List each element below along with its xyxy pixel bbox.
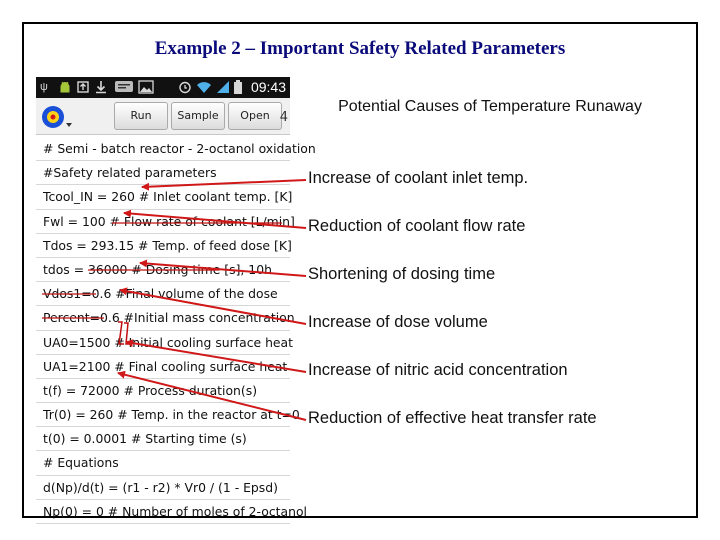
code-line[interactable]: t(f) = 72000 # Process duration(s) bbox=[36, 379, 290, 403]
code-line[interactable]: Tr(0) = 260 # Temp. in the reactor at t=0 bbox=[36, 403, 290, 427]
notification-icon bbox=[114, 80, 134, 94]
run-button[interactable]: Run bbox=[114, 102, 168, 130]
cause-dosing-time: Shortening of dosing time bbox=[308, 265, 496, 283]
usb-icon: ψ bbox=[40, 81, 48, 93]
code-line[interactable]: d(Np)/d(t) = (r1 - r2) * Vr0 / (1 - Epsd) bbox=[36, 476, 290, 500]
phone-screenshot bbox=[36, 77, 316, 519]
alarm-icon bbox=[178, 80, 192, 94]
code-line[interactable]: Tcool_IN = 260 # Inlet coolant temp. [K] bbox=[36, 185, 290, 209]
code-line[interactable]: UA1=2100 # Final cooling surface heat bbox=[36, 355, 290, 379]
sample-button[interactable]: Sample bbox=[171, 102, 225, 130]
signal-icon bbox=[216, 80, 230, 94]
code-line[interactable]: Fwl = 100 # Flow rate of coolant [L/min] bbox=[36, 210, 290, 234]
cause-nitric-acid-concentration: Increase of nitric acid concentration bbox=[308, 361, 568, 379]
battery-icon bbox=[233, 80, 243, 94]
code-line[interactable]: Vdos1=0.6 #Final volume of the dose bbox=[36, 282, 290, 306]
status-bar bbox=[36, 77, 290, 98]
wifi-icon bbox=[196, 80, 212, 94]
code-line[interactable]: Percent=0.6 #Initial mass concentration bbox=[36, 306, 290, 330]
code-line[interactable]: UA0=1500 # Initial cooling surface heat bbox=[36, 331, 290, 355]
download-icon bbox=[94, 80, 108, 94]
android-icon bbox=[58, 80, 72, 94]
code-line[interactable]: Np(0) = 0 # Number of moles of 2-octanol bbox=[36, 500, 290, 524]
code-line[interactable]: # Equations bbox=[36, 451, 290, 475]
status-clock: 09:43 bbox=[250, 79, 286, 95]
code-line[interactable]: #Safety related parameters bbox=[36, 161, 290, 185]
image-icon bbox=[138, 80, 154, 94]
causes-title: Potential Causes of Temperature Runaway bbox=[338, 98, 642, 115]
code-line[interactable]: tdos = 36000 # Dosing time [s], 10h bbox=[36, 258, 290, 282]
toolbar-count: 4 bbox=[279, 110, 288, 125]
slide-title: Example 2 – Important Safety Related Parameters bbox=[154, 38, 566, 59]
code-line[interactable]: t(0) = 0.0001 # Starting time (s) bbox=[36, 427, 290, 451]
app-toolbar bbox=[36, 98, 290, 135]
cause-coolant-flow-rate: Reduction of coolant flow rate bbox=[308, 217, 526, 235]
cause-dose-volume: Increase of dose volume bbox=[308, 313, 488, 331]
app-logo-icon[interactable] bbox=[40, 103, 74, 136]
upload-icon bbox=[76, 80, 90, 94]
code-editor[interactable] bbox=[36, 137, 316, 524]
code-line[interactable]: Tdos = 293.15 # Temp. of feed dose [K] bbox=[36, 234, 290, 258]
cause-coolant-inlet-temp: Increase of coolant inlet temp. bbox=[308, 169, 529, 187]
cause-heat-transfer-rate: Reduction of effective heat transfer rate bbox=[308, 409, 597, 427]
open-button[interactable]: Open bbox=[228, 102, 282, 130]
code-line[interactable]: # Semi - batch reactor - 2-octanol oxidation bbox=[36, 137, 290, 161]
